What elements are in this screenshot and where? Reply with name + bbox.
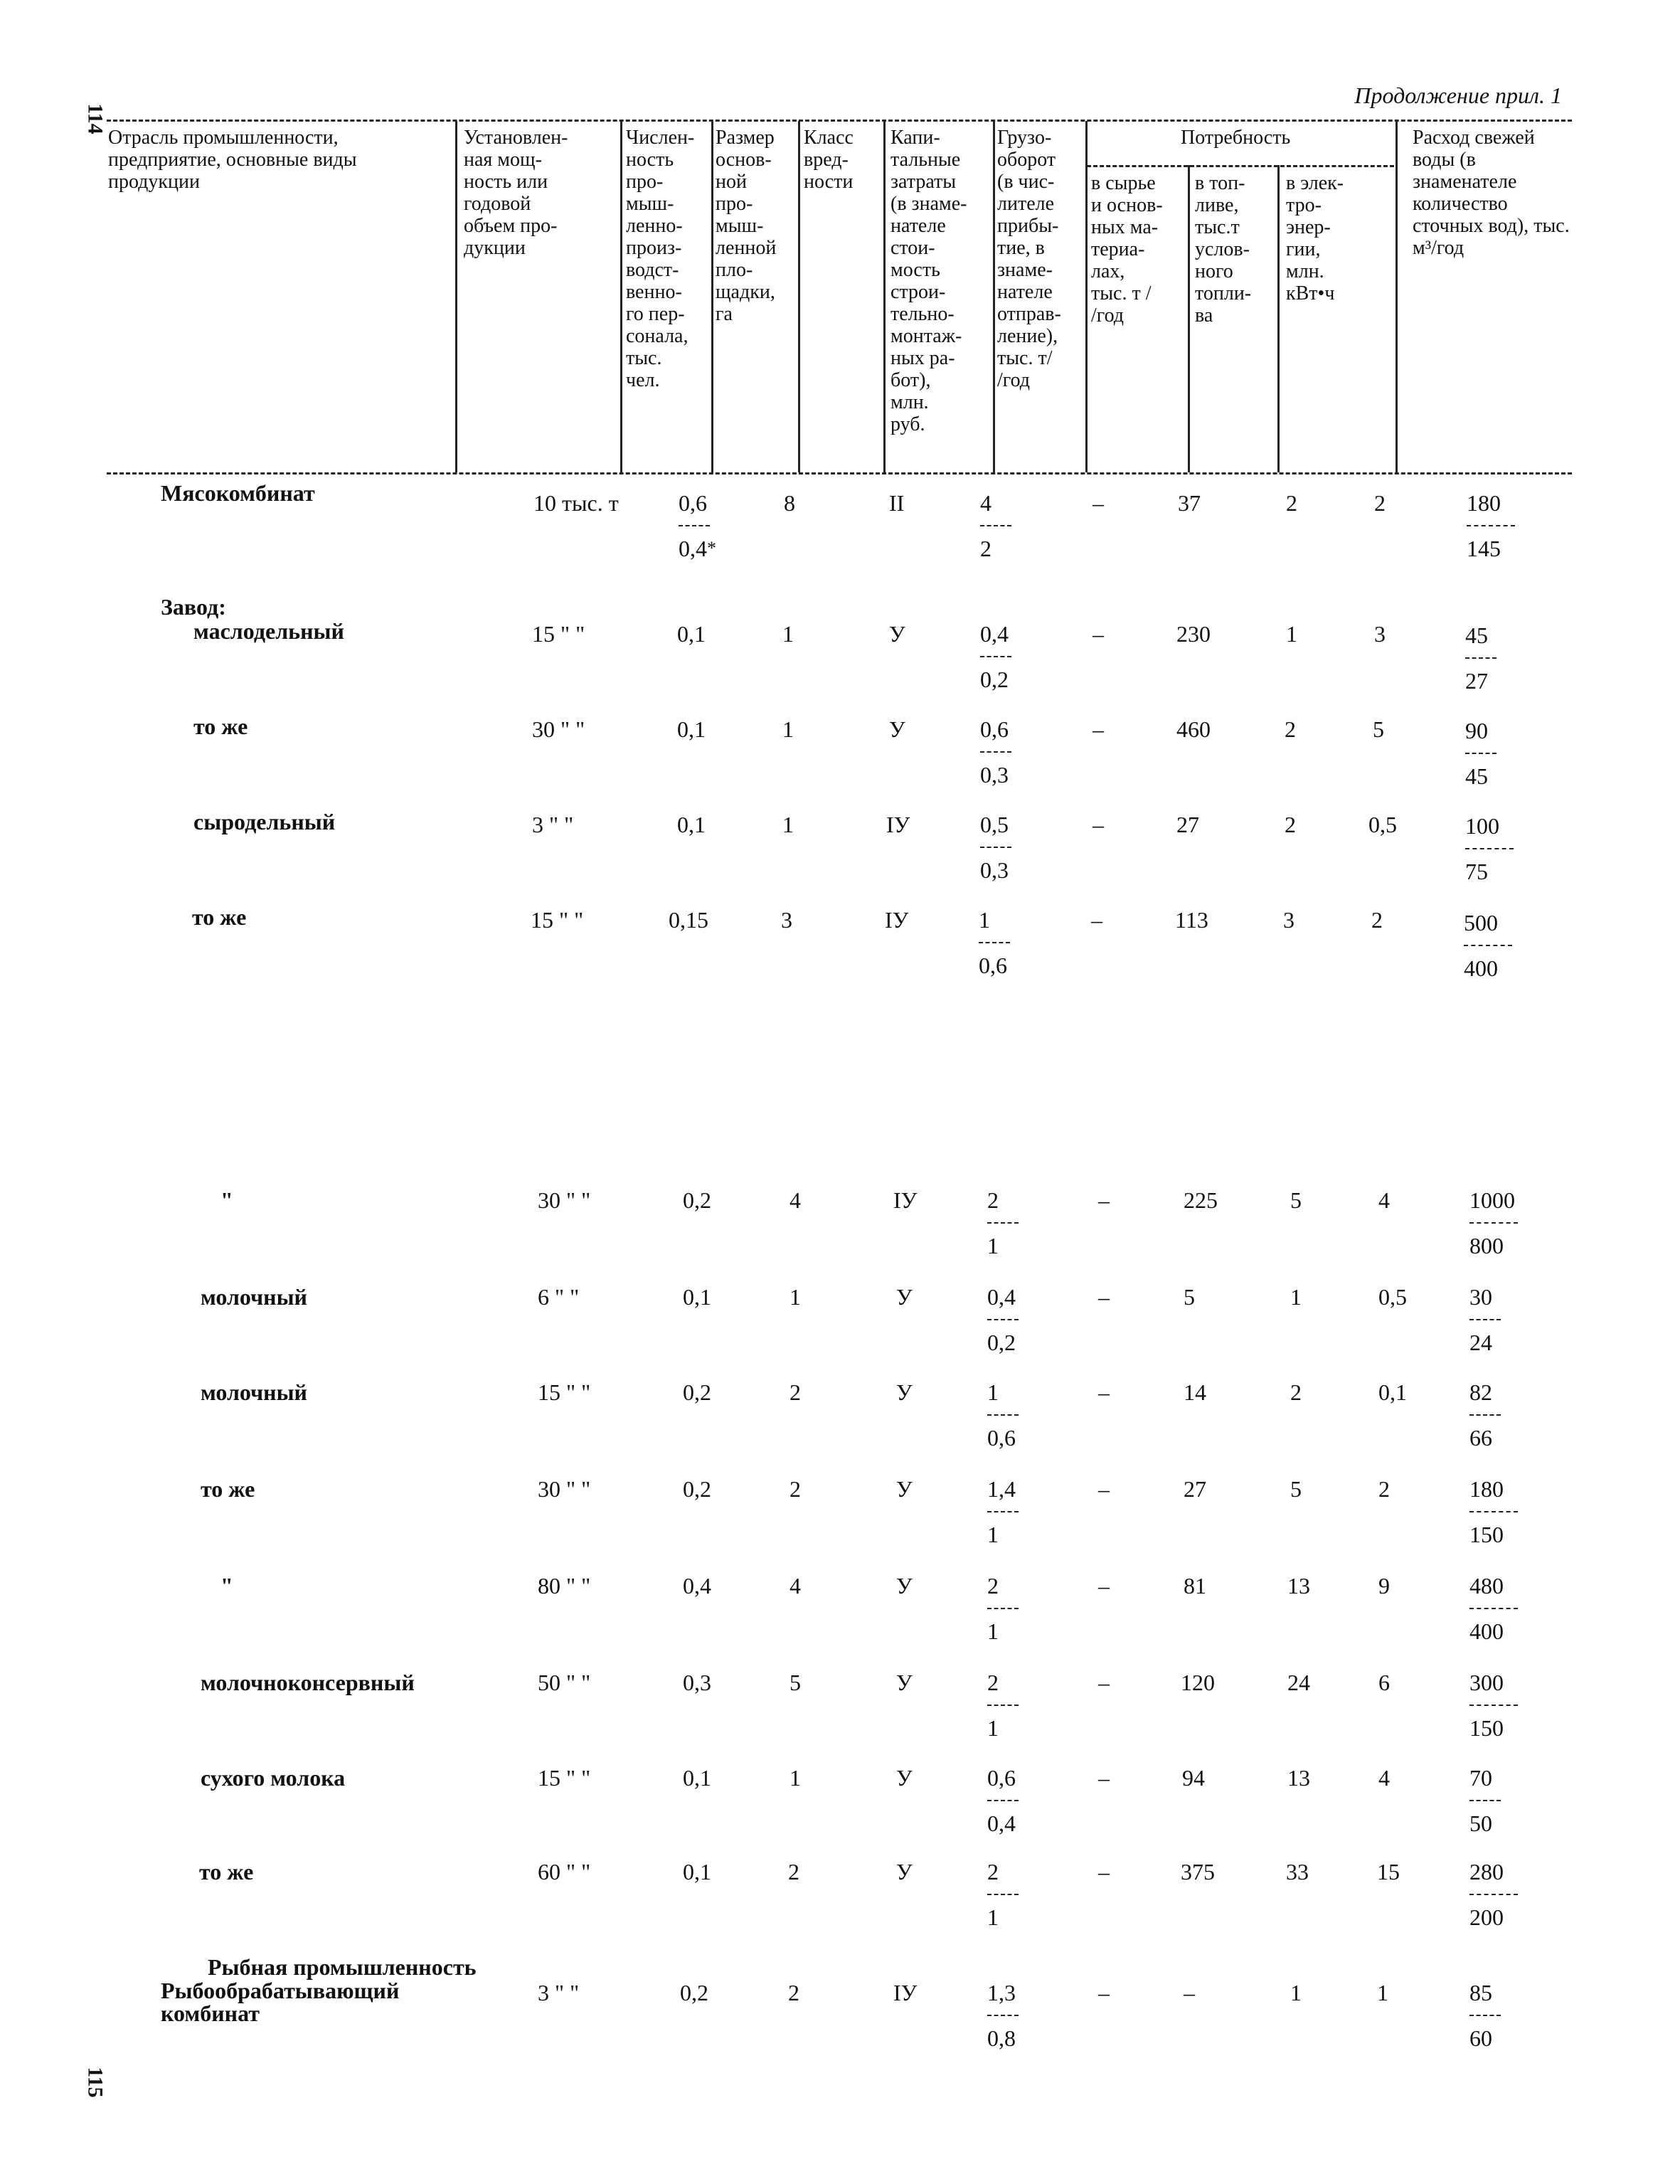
row-fuel: 24 <box>1287 1670 1310 1695</box>
row-raw: 14 <box>1184 1379 1206 1405</box>
row-freight: – <box>1098 1980 1110 2005</box>
row-freight: – <box>1098 1670 1110 1695</box>
col-divider <box>620 121 622 472</box>
row-capacity: 15 " " <box>538 1765 591 1791</box>
row-water: 82 66 <box>1469 1380 1501 1450</box>
row-fuel: 33 <box>1286 1859 1309 1885</box>
row-hazard: IУ <box>893 1980 918 2005</box>
row-area: 4 <box>790 1573 801 1599</box>
row-fuel: 2 <box>1285 812 1296 837</box>
col-divider <box>1188 165 1190 472</box>
row-fuel: 5 <box>1290 1187 1302 1213</box>
row-personnel: 0,4 <box>683 1573 711 1599</box>
row-freight: – <box>1092 490 1104 516</box>
header-hazard: Класс вред- ности <box>804 127 854 193</box>
row-hazard: У <box>896 1859 913 1885</box>
row-water: 180 145 <box>1467 491 1515 561</box>
row-hazard: У <box>889 621 905 647</box>
row-capacity: 80 " " <box>538 1573 591 1599</box>
row-capacity: 3 " " <box>532 812 574 837</box>
row-capacity: 15 " " <box>531 907 584 933</box>
row-freight: – <box>1098 1284 1110 1310</box>
row-freight: – <box>1098 1765 1110 1791</box>
row-name: молочный <box>201 1379 307 1405</box>
row-area: 2 <box>790 1379 801 1405</box>
row-personnel: 0,3 <box>683 1670 711 1695</box>
row-water: 500 400 <box>1464 911 1512 980</box>
row-capacity: 30 " " <box>538 1187 591 1213</box>
left-page-number: 114 <box>83 103 107 134</box>
row-raw: 225 <box>1184 1187 1218 1213</box>
need-subheader-rule <box>1087 165 1394 167</box>
header-freight: Грузо- оборот (в чис- лителе прибы- тие, в знаме- нателе отправ- ление), тыс. т/ /год <box>997 127 1061 391</box>
header-bottom-rule <box>107 472 1572 475</box>
row-power: 0,5 <box>1378 1284 1407 1310</box>
row-name: сухого молока <box>201 1765 346 1791</box>
row-personnel: 0,2 <box>683 1379 711 1405</box>
row-capacity: 60 " " <box>538 1859 591 1885</box>
row-water: 1000 800 <box>1469 1188 1518 1258</box>
col-divider <box>455 121 457 472</box>
row-personnel: 0,1 <box>683 1765 711 1791</box>
row-freight: – <box>1098 1187 1110 1213</box>
row-raw: 230 <box>1176 621 1211 647</box>
row-personnel: 0,1 <box>677 716 706 742</box>
row-capacity: 50 " " <box>538 1670 591 1695</box>
row-group: Завод: <box>161 594 226 620</box>
row-power: 4 <box>1378 1765 1390 1791</box>
row-raw: 94 <box>1182 1765 1205 1791</box>
col-divider <box>993 121 995 472</box>
row-capacity: 6 " " <box>538 1284 580 1310</box>
row-group: Рыбная промышленность <box>208 1954 477 1980</box>
row-power: 15 <box>1377 1859 1400 1885</box>
header-area: Размер основ- ной про- мыш- ленной пло- щадки, га <box>716 127 777 325</box>
row-area: 8 <box>784 490 795 516</box>
row-water: 280 200 <box>1469 1860 1518 1929</box>
header-capex: Капи- тальные затраты (в знаме- нателе стои- мость строи- тельно- монтаж- ных ра- бот), млн. руб. <box>890 127 967 435</box>
row-capex: 0,6 0,4 <box>987 1766 1019 1835</box>
row-raw: 81 <box>1184 1573 1206 1599</box>
header-water: Расход свежей воды (в знаменателе количество сточных вод), тыс. м³/год <box>1413 127 1570 259</box>
row-freight: – <box>1098 1859 1110 1885</box>
row-capex: 0,6 0,3 <box>980 717 1011 787</box>
row-capex: 2 1 <box>987 1670 1019 1740</box>
row-personnel: 0,15 <box>669 907 708 933</box>
row-name: молочноконсервный <box>201 1670 415 1695</box>
row-area: 1 <box>782 621 794 647</box>
row-freight: – <box>1098 1573 1110 1599</box>
row-area: 1 <box>782 716 794 742</box>
row-hazard: У <box>896 1379 913 1405</box>
row-hazard: У <box>896 1765 913 1791</box>
col-divider <box>711 121 713 472</box>
row-freight: – <box>1092 812 1104 837</box>
footnote-mark: * <box>707 538 716 558</box>
row-area: 4 <box>790 1187 801 1213</box>
row-personnel: 0,6 0,4* <box>679 490 716 561</box>
row-hazard: IУ <box>893 1187 918 1213</box>
row-area: 2 <box>790 1476 801 1502</box>
row-power: 2 <box>1378 1476 1390 1502</box>
row-hazard: IУ <box>886 812 910 837</box>
right-page-number: 115 <box>83 2067 107 2098</box>
row-name: то же <box>192 904 247 930</box>
row-water: 180 150 <box>1469 1477 1518 1547</box>
row-capacity: 30 " " <box>532 716 585 742</box>
row-fuel: 1 <box>1290 1980 1302 2005</box>
row-area: 1 <box>782 812 794 837</box>
row-fuel: 1 <box>1286 621 1297 647</box>
continuation-title: Продолжение прил. 1 <box>1354 83 1562 108</box>
row-hazard: У <box>896 1573 913 1599</box>
row-hazard: У <box>889 716 905 742</box>
row-personnel: 0,1 <box>677 812 706 837</box>
row-name: молочный <box>201 1284 307 1310</box>
row-capex: 2 1 <box>987 1188 1019 1258</box>
row-capex: 0,5 0,3 <box>980 812 1011 882</box>
row-capex: 0,4 0,2 <box>987 1285 1019 1355</box>
row-name: Рыбообрабатывающий комбинат <box>161 1978 400 2026</box>
row-name: маслодельный <box>193 618 344 644</box>
row-capacity: 30 " " <box>538 1476 591 1502</box>
row-capacity: 15 " " <box>532 621 585 647</box>
row-personnel: 0,2 <box>680 1980 708 2005</box>
row-power: 3 <box>1374 621 1386 647</box>
header-need-power: в элек- тро- энер- гии, млн. кВт•ч <box>1286 172 1344 304</box>
col-divider <box>1395 121 1398 472</box>
row-capex: 1 0,6 <box>987 1380 1019 1450</box>
row-freight: – <box>1092 716 1104 742</box>
row-water: 30 24 <box>1469 1285 1501 1355</box>
row-fuel: 5 <box>1290 1476 1302 1502</box>
row-power: 2 <box>1371 907 1383 933</box>
header-need-fuel: в топ- ливе, тыс.т услов- ного топли- ва <box>1195 172 1252 327</box>
col-divider <box>1277 165 1280 472</box>
row-area: 2 <box>788 1859 799 1885</box>
row-power: 9 <box>1378 1573 1390 1599</box>
row-hazard: У <box>896 1476 913 1502</box>
row-area: 3 <box>781 907 792 933</box>
row-fuel: 2 <box>1286 490 1297 516</box>
col-divider <box>883 121 886 472</box>
row-capex: 4 2 <box>980 491 1011 561</box>
row-water: 45 27 <box>1465 623 1496 693</box>
row-raw: 113 <box>1175 907 1208 933</box>
row-hazard: У <box>896 1670 913 1695</box>
row-fuel: 3 <box>1283 907 1294 933</box>
row-fuel: 13 <box>1287 1573 1310 1599</box>
row-fuel: 2 <box>1285 716 1296 742</box>
row-capex: 1 0,6 <box>979 908 1010 977</box>
row-water: 100 75 <box>1465 814 1514 884</box>
row-capacity: 3 " " <box>538 1980 580 2005</box>
row-personnel: 0,1 <box>683 1284 711 1310</box>
row-capacity: 15 " " <box>538 1379 591 1405</box>
row-water: 90 45 <box>1465 719 1496 788</box>
row-fuel: 2 <box>1290 1379 1302 1405</box>
row-water: 300 150 <box>1469 1670 1518 1740</box>
row-capex: 1,4 1 <box>987 1477 1019 1547</box>
row-area: 1 <box>790 1765 801 1791</box>
row-name: " <box>220 1187 233 1213</box>
row-raw: 120 <box>1181 1670 1215 1695</box>
row-power: 5 <box>1373 716 1384 742</box>
header-need: Потребность <box>1181 127 1291 149</box>
row-name: " <box>220 1573 233 1599</box>
row-raw: 27 <box>1176 812 1199 837</box>
row-power: 1 <box>1377 1980 1388 2005</box>
header-capacity: Установлен- ная мощ- ность или годовой объем про- дукции <box>464 127 568 259</box>
row-personnel: 0,1 <box>677 621 706 647</box>
row-capacity: 10 тыс. т <box>533 490 619 516</box>
row-hazard: У <box>896 1284 913 1310</box>
row-fuel: 13 <box>1287 1765 1310 1791</box>
row-hazard: II <box>889 490 905 516</box>
row-name: сыродельный <box>193 809 336 834</box>
row-area: 5 <box>790 1670 801 1695</box>
row-hazard: IУ <box>885 907 909 933</box>
row-personnel: 0,2 <box>683 1187 711 1213</box>
row-name: то же <box>199 1859 254 1885</box>
row-freight: – <box>1098 1476 1110 1502</box>
header-top-rule <box>107 120 1572 122</box>
row-personnel: 0,1 <box>683 1859 711 1885</box>
row-capex: 2 1 <box>987 1860 1019 1929</box>
row-capex: 2 1 <box>987 1574 1019 1643</box>
row-raw: 460 <box>1176 716 1211 742</box>
row-raw: 27 <box>1184 1476 1206 1502</box>
row-area: 1 <box>790 1284 801 1310</box>
row-freight: – <box>1091 907 1102 933</box>
row-water: 85 60 <box>1469 1981 1501 2050</box>
row-raw: 5 <box>1184 1284 1195 1310</box>
row-freight: – <box>1098 1379 1110 1405</box>
row-raw: 37 <box>1178 490 1201 516</box>
row-capex: 0,4 0,2 <box>980 622 1011 691</box>
col-divider <box>798 121 800 472</box>
col-divider <box>1085 121 1088 472</box>
row-area: 2 <box>788 1980 799 2005</box>
row-name: то же <box>201 1476 255 1502</box>
row-power: 6 <box>1378 1670 1390 1695</box>
row-power: 0,1 <box>1378 1379 1407 1405</box>
row-raw: – <box>1184 1980 1195 2005</box>
row-power: 4 <box>1378 1187 1390 1213</box>
row-personnel: 0,2 <box>683 1476 711 1502</box>
row-power: 0,5 <box>1368 812 1397 837</box>
row-water: 70 50 <box>1469 1766 1501 1835</box>
row-fuel: 1 <box>1290 1284 1302 1310</box>
row-raw: 375 <box>1181 1859 1215 1885</box>
header-industry: Отрасль промышленности, предприятие, основные виды продукции <box>108 127 357 193</box>
row-capex: 1,3 0,8 <box>987 1981 1019 2050</box>
row-water: 480 400 <box>1469 1574 1518 1643</box>
row-freight: – <box>1092 621 1104 647</box>
header-need-raw: в сырье и основ- ных ма- териа- лах, тыс. т / /год <box>1091 172 1163 327</box>
row-name: то же <box>193 714 248 739</box>
row-power: 2 <box>1374 490 1386 516</box>
header-personnel: Числен- ность про- мыш- ленно- произ- водст- венно- го пер- сонала, тыс. чел. <box>626 127 695 391</box>
row-name: Мясокомбинат <box>161 480 315 506</box>
